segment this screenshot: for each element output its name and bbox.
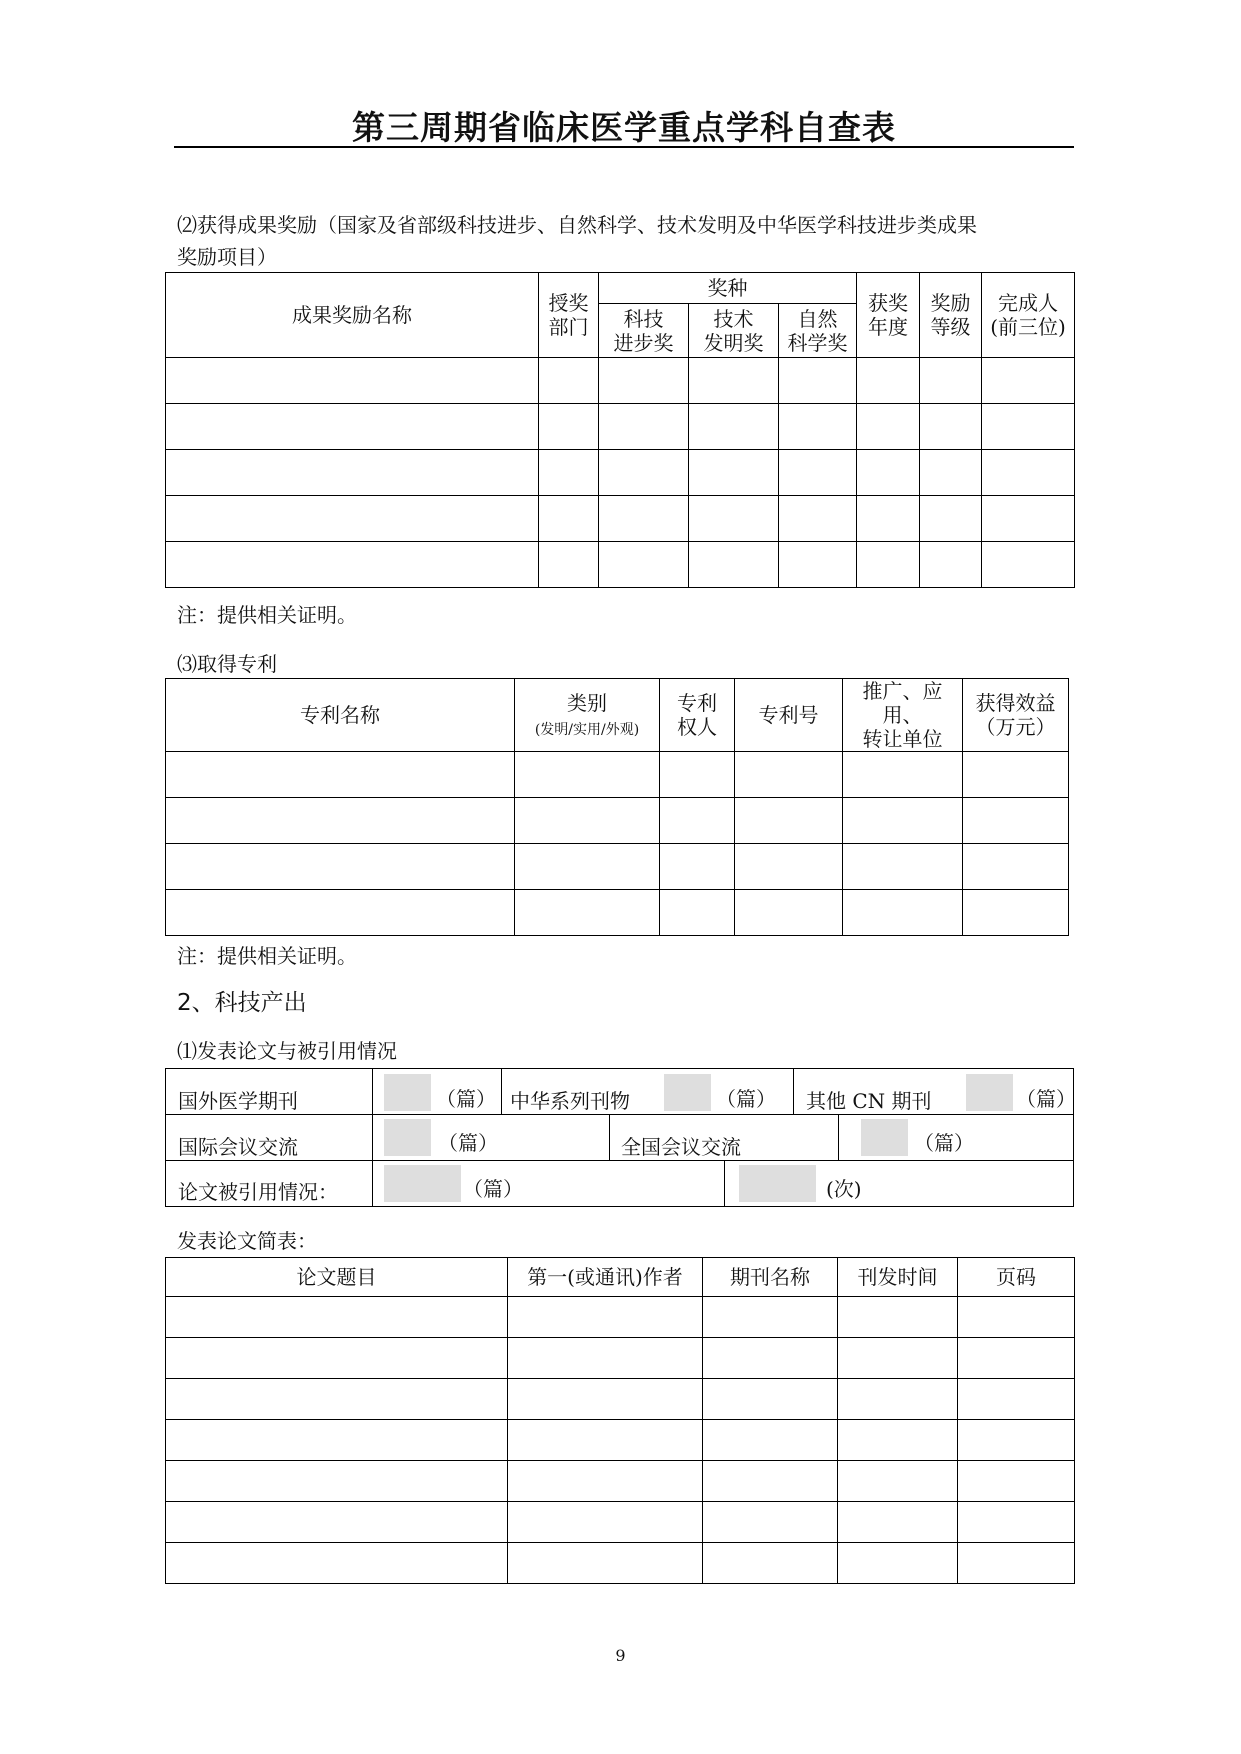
papers-heading: 发表论文简表： xyxy=(177,1229,317,1253)
cited-paper-count-field[interactable] xyxy=(384,1165,461,1202)
patents-col-benefit: 获得效益 （万元） xyxy=(963,679,1069,752)
patents-heading: ⑶取得专利 xyxy=(177,652,277,676)
national-conf-count-field[interactable] xyxy=(861,1119,908,1156)
papers-col-pages: 页码 xyxy=(958,1258,1075,1297)
table-row xyxy=(166,1543,1075,1584)
table-row xyxy=(166,358,1075,404)
awards-note: 注：提供相关证明。 xyxy=(177,603,357,627)
other-cn-unit: （篇） xyxy=(1016,1087,1076,1111)
chinese-unit: （篇） xyxy=(716,1087,776,1111)
awards-heading-note-2: 奖励项目） xyxy=(177,245,277,269)
table-row xyxy=(166,1338,1075,1379)
awards-col-sci: 科技 进步奖 xyxy=(599,304,689,358)
awards-heading: ⑵获得成果奖励 xyxy=(177,213,317,237)
awards-col-dept: 授奖 部门 xyxy=(539,273,599,358)
table-row xyxy=(166,450,1075,496)
table-row xyxy=(166,1502,1075,1543)
papers-col-date: 刊发时间 xyxy=(838,1258,958,1297)
table-row xyxy=(166,844,1069,890)
output-sub-heading: ⑴发表论文与被引用情况 xyxy=(177,1039,397,1063)
patents-col-type-sub: (发明/实用/外观) xyxy=(534,722,640,738)
intl-conf-count-field[interactable] xyxy=(384,1119,431,1156)
foreign-count-field[interactable] xyxy=(384,1074,431,1111)
table-row xyxy=(166,1420,1075,1461)
patents-col-unit: 推广、应用、 转让单位 xyxy=(843,679,963,752)
national-conf-unit: （篇） xyxy=(914,1131,974,1155)
papers-col-title: 论文题目 xyxy=(166,1258,508,1297)
table-row xyxy=(166,798,1069,844)
national-conf-label: 全国会议交流 xyxy=(621,1135,741,1159)
patents-col-owner: 专利 权人 xyxy=(660,679,735,752)
page-number: 9 xyxy=(615,1646,626,1665)
cited-label: 论文被引用情况： xyxy=(178,1180,338,1204)
table-row xyxy=(166,1297,1075,1338)
awards-heading-line xyxy=(177,210,977,240)
papers-table xyxy=(165,1257,1075,1584)
output-heading: 2、科技产出 xyxy=(177,990,307,1016)
awards-table xyxy=(165,272,1075,588)
foreign-journal-label: 国外医学期刊 xyxy=(178,1089,298,1113)
page-title: 第三周期省临床医学重点学科自查表 xyxy=(352,108,896,147)
foreign-unit: （篇） xyxy=(436,1087,496,1111)
other-cn-count-field[interactable] xyxy=(966,1074,1013,1111)
cited-paper-unit: （篇） xyxy=(463,1177,523,1201)
table-row xyxy=(166,542,1075,588)
awards-col-nat: 自然 科学奖 xyxy=(779,304,857,358)
chinese-series-label: 中华系列刊物 xyxy=(510,1089,630,1113)
awards-col-level: 奖励 等级 xyxy=(920,273,982,358)
awards-heading-note: （国家及省部级科技进步、自然科学、技术发明及中华医学科技进步类成果 xyxy=(317,213,977,237)
table-row xyxy=(166,1379,1075,1420)
patents-col-type: 类别 (发明/实用/外观) xyxy=(515,679,660,752)
other-cn-label: 其他 CN 期刊 xyxy=(806,1089,932,1113)
patents-col-number: 专利号 xyxy=(735,679,843,752)
papers-col-author: 第一(或通讯)作者 xyxy=(508,1258,703,1297)
cited-times-count-field[interactable] xyxy=(739,1165,816,1202)
paper-stats-box xyxy=(165,1068,1074,1207)
awards-col-year: 获奖 年度 xyxy=(857,273,920,358)
intl-conf-label: 国际会议交流 xyxy=(178,1135,298,1159)
intl-conf-unit: （篇） xyxy=(438,1131,498,1155)
awards-col-name: 成果奖励名称 xyxy=(166,273,539,358)
table-row xyxy=(166,404,1075,450)
table-row xyxy=(166,1461,1075,1502)
cited-times-unit: (次) xyxy=(826,1177,862,1201)
awards-col-person: 完成人 (前三位) xyxy=(982,273,1075,358)
patents-table xyxy=(165,678,1069,936)
chinese-count-field[interactable] xyxy=(664,1074,711,1111)
table-row xyxy=(166,496,1075,542)
awards-col-tech: 技术 发明奖 xyxy=(689,304,779,358)
patents-note: 注：提供相关证明。 xyxy=(177,944,357,968)
table-row xyxy=(166,890,1069,936)
patents-col-name: 专利名称 xyxy=(166,679,515,752)
papers-col-journal: 期刊名称 xyxy=(703,1258,838,1297)
table-row xyxy=(166,752,1069,798)
title-underline xyxy=(174,146,1074,148)
awards-col-type: 奖种 xyxy=(599,273,857,304)
